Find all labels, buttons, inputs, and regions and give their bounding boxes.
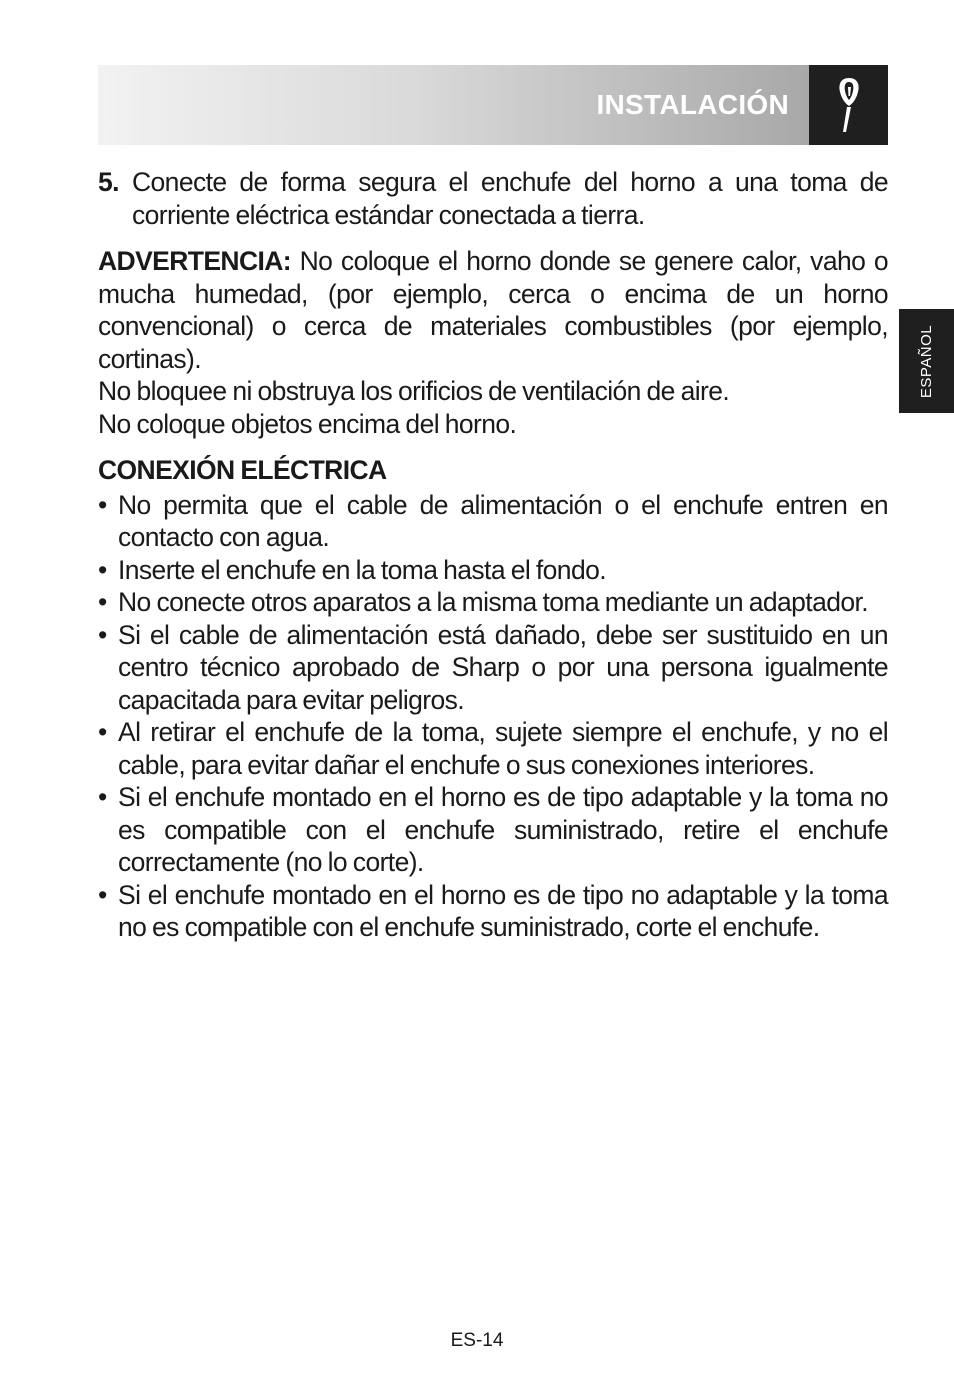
bullet-list	[98, 489, 888, 944]
section-header-bar	[98, 65, 809, 145]
page-number: ES-14	[450, 1330, 504, 1351]
list-item	[98, 781, 888, 879]
bullet-icon: •	[98, 717, 107, 747]
warning-label: ADVERTENCIA:	[98, 246, 292, 276]
list-item-text: Si el enchufe montado en el horno es de tipo adaptable y la toma no es compatible con el enchufe suministrado, retire el enchufe correctamente (no lo corte).	[118, 782, 888, 877]
bullet-icon: •	[98, 619, 107, 650]
bullet-icon: •	[98, 489, 107, 520]
list-item-text: No conecte otros aparatos a la misma toma mediante un adaptador.	[118, 587, 869, 617]
warning-paragraph	[98, 245, 888, 375]
section-title: CONEXIÓN ELÉCTRICA	[98, 455, 387, 485]
list-item	[98, 879, 888, 944]
bullet-icon: •	[98, 587, 107, 617]
list-item-text: Si el cable de alimentación está dañado, debe ser sustituido en un centro técnico aprobado de Sharp o por una persona igualmente capacitada para evitar peligros.	[118, 619, 888, 715]
list-item	[98, 586, 888, 619]
list-item-text: Al retirar el enchufe de la toma, sujete siempre el enchufe, y no el cable, para evitar dañar el enchufe o sus conexiones interiores.	[118, 717, 888, 780]
section-header-title: INSTALACIÓN	[596, 89, 789, 120]
list-item	[98, 489, 888, 554]
bullet-icon: •	[98, 879, 107, 910]
bullet-icon: •	[98, 554, 107, 585]
warning-block	[98, 245, 888, 440]
step-text: Conecte de forma segura el enchufe del horno a una toma de corriente eléctrica estándar conectada a tierra.	[132, 167, 888, 230]
header-icon-box	[809, 65, 888, 145]
list-item	[98, 619, 888, 717]
warning-text: No coloque el horno donde se genere calor, vaho o mucha humedad, (por ejemplo, cerca o encima de un horno convencional) o cerca de materiales combustibles (por ejemplo, cortinas).	[98, 246, 888, 374]
step-item	[98, 166, 888, 231]
warning-line-ventilation: No bloquee ni obstruya los orificios de ventilación de aire.	[98, 376, 730, 406]
language-side-tab	[899, 309, 954, 413]
list-item-text: No permita que el cable de alimentación o el enchufe entren en contacto con agua.	[118, 489, 888, 552]
step-number: 5.	[98, 167, 119, 197]
pen-nib-icon	[832, 74, 866, 136]
list-item-text: Si el enchufe montado en el horno es de tipo no adaptable y la toma no es compatible con el enchufe suministrado, corte el enchufe.	[118, 879, 888, 942]
list-item	[98, 554, 888, 587]
language-label: ESPAÑOL	[918, 324, 935, 398]
list-item-text: Inserte el enchufe en la toma hasta el fondo.	[118, 554, 606, 585]
warning-line-objects: No coloque objetos encima del horno.	[98, 408, 517, 439]
bullet-icon: •	[98, 782, 107, 812]
list-item	[98, 716, 888, 781]
page-content	[98, 166, 888, 944]
